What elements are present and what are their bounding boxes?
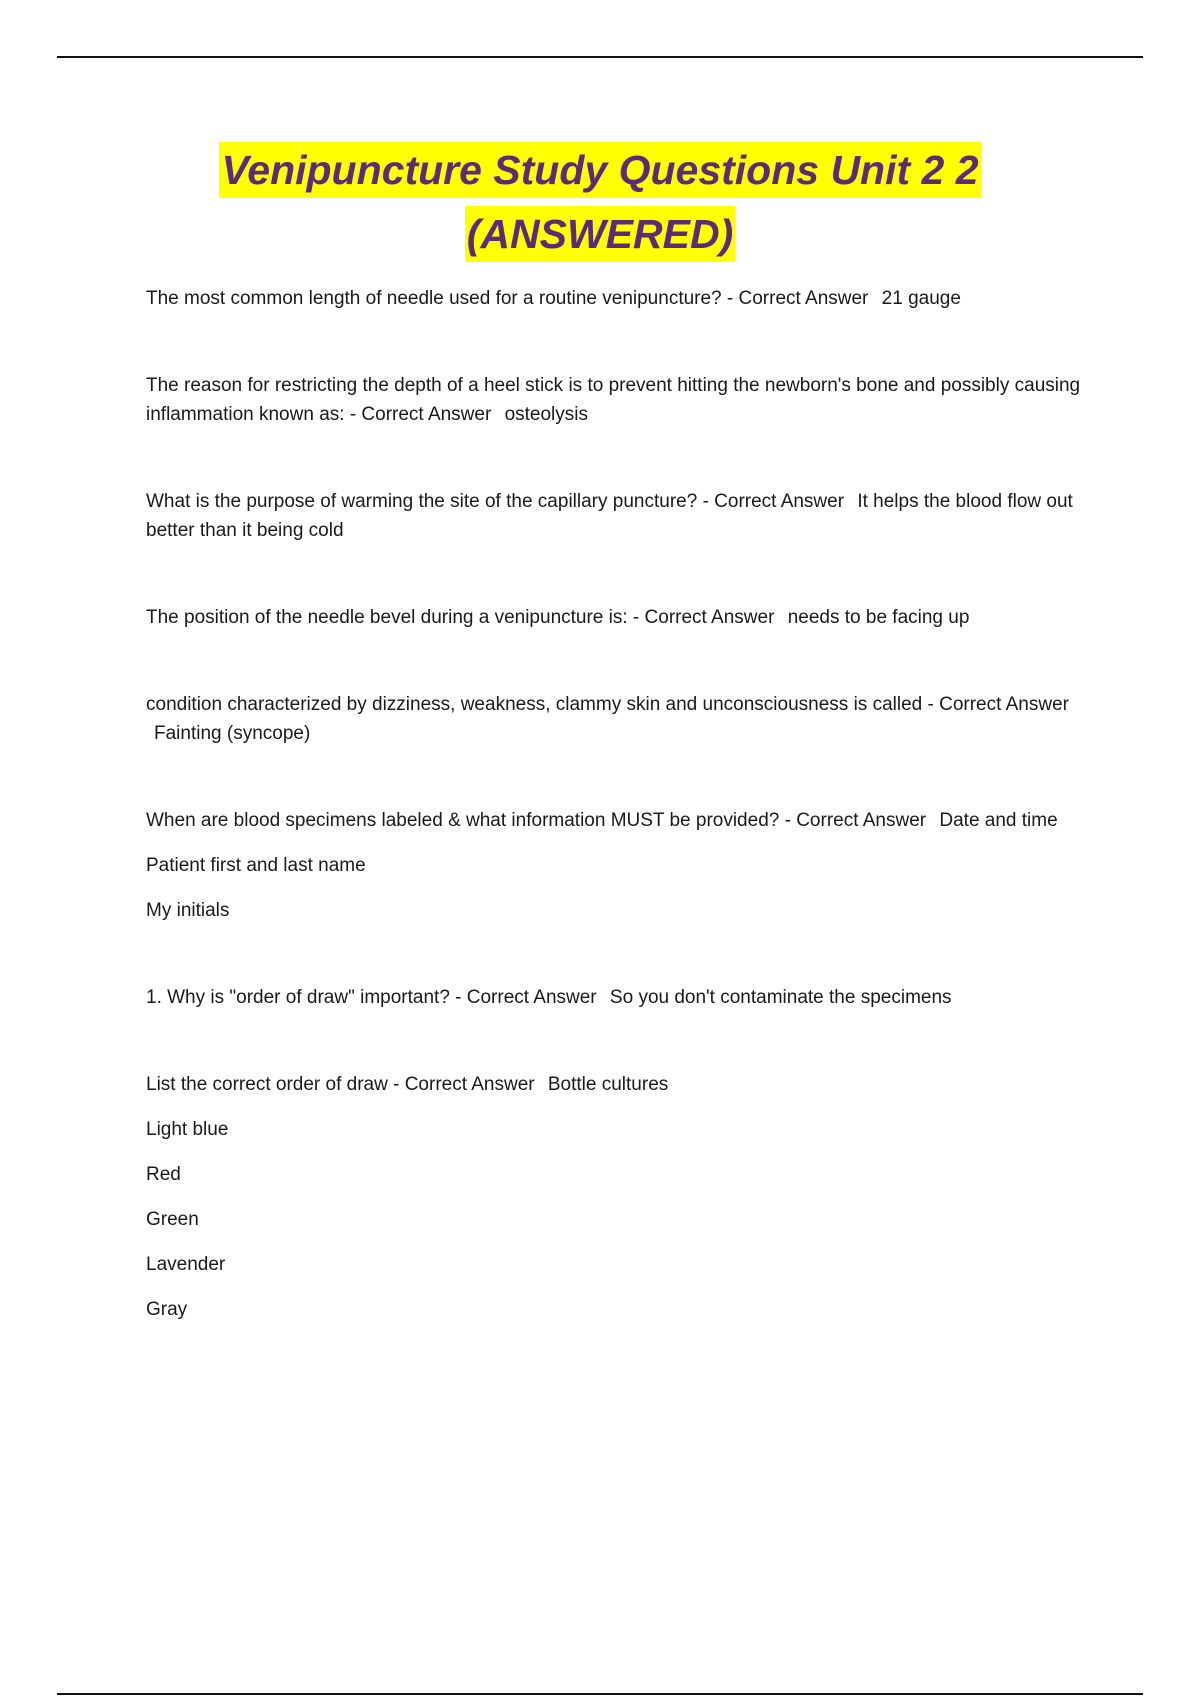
question-text: When are blood specimens labeled & what information MUST be provided? - Correct Answer (146, 810, 927, 831)
question-text: The most common length of needle used for a routine venipuncture? - Correct Answer (146, 288, 869, 309)
qa-text (146, 806, 1086, 835)
answer-continuation: Patient first and last name (146, 855, 366, 876)
document-title (0, 142, 1200, 262)
question-text: 1. Why is "order of draw" important? - Correct Answer (146, 987, 597, 1008)
question-text: The reason for restricting the depth of a heel stick is to prevent hitting the newborn's bone and possibly causing inflammation known as: - Correct Answer (146, 375, 1081, 425)
qa-text (146, 1070, 1086, 1099)
question-text: condition characterized by dizziness, weakness, clammy skin and unconsciousness is called - Correct Answer (146, 694, 1069, 715)
qa-text (146, 284, 1086, 313)
answer-text: needs to be facing up (787, 607, 970, 628)
qa-text (146, 690, 1086, 748)
qa-item (146, 983, 1086, 1012)
qa-item (146, 284, 1086, 313)
qa-text (146, 487, 1086, 545)
footer-rule (57, 1693, 1143, 1695)
answer-continuation: Red (146, 1164, 181, 1185)
answer-text: So you don't contaminate the specimens (609, 987, 952, 1008)
qa-item (146, 371, 1086, 429)
qa-item (146, 487, 1086, 545)
qa-list (146, 284, 1086, 1382)
qa-text (146, 603, 1086, 632)
answer-text: Fainting (syncope) (154, 723, 311, 744)
header-rule (57, 56, 1143, 58)
qa-item (146, 1070, 1086, 1324)
qa-item (146, 806, 1086, 925)
answer-continuation: Gray (146, 1299, 188, 1320)
answer-text: 21 gauge (881, 288, 961, 309)
qa-item (146, 690, 1086, 748)
question-text: The position of the needle bevel during a venipuncture is: - Correct Answer (146, 607, 775, 628)
answer-continuation: Green (146, 1209, 199, 1230)
title-line-1: Venipuncture Study Questions Unit 2 2 (219, 142, 980, 198)
answer-text: osteolysis (504, 404, 588, 425)
question-text: What is the purpose of warming the site of the capillary puncture? - Correct Answer (146, 491, 845, 512)
answer-continuation: Lavender (146, 1254, 226, 1275)
answer-text: Bottle cultures (547, 1074, 669, 1095)
question-text: List the correct order of draw - Correct Answer (146, 1074, 535, 1095)
qa-text (146, 371, 1086, 429)
answer-continuation: Light blue (146, 1119, 229, 1140)
qa-text (146, 983, 1086, 1012)
qa-item (146, 603, 1086, 632)
title-line-2: (ANSWERED) (465, 206, 735, 262)
answer-text: Date and time (939, 810, 1058, 831)
answer-continuation: My initials (146, 900, 230, 921)
answer-text: It helps the blood flow out better than it being cold (146, 491, 1073, 541)
